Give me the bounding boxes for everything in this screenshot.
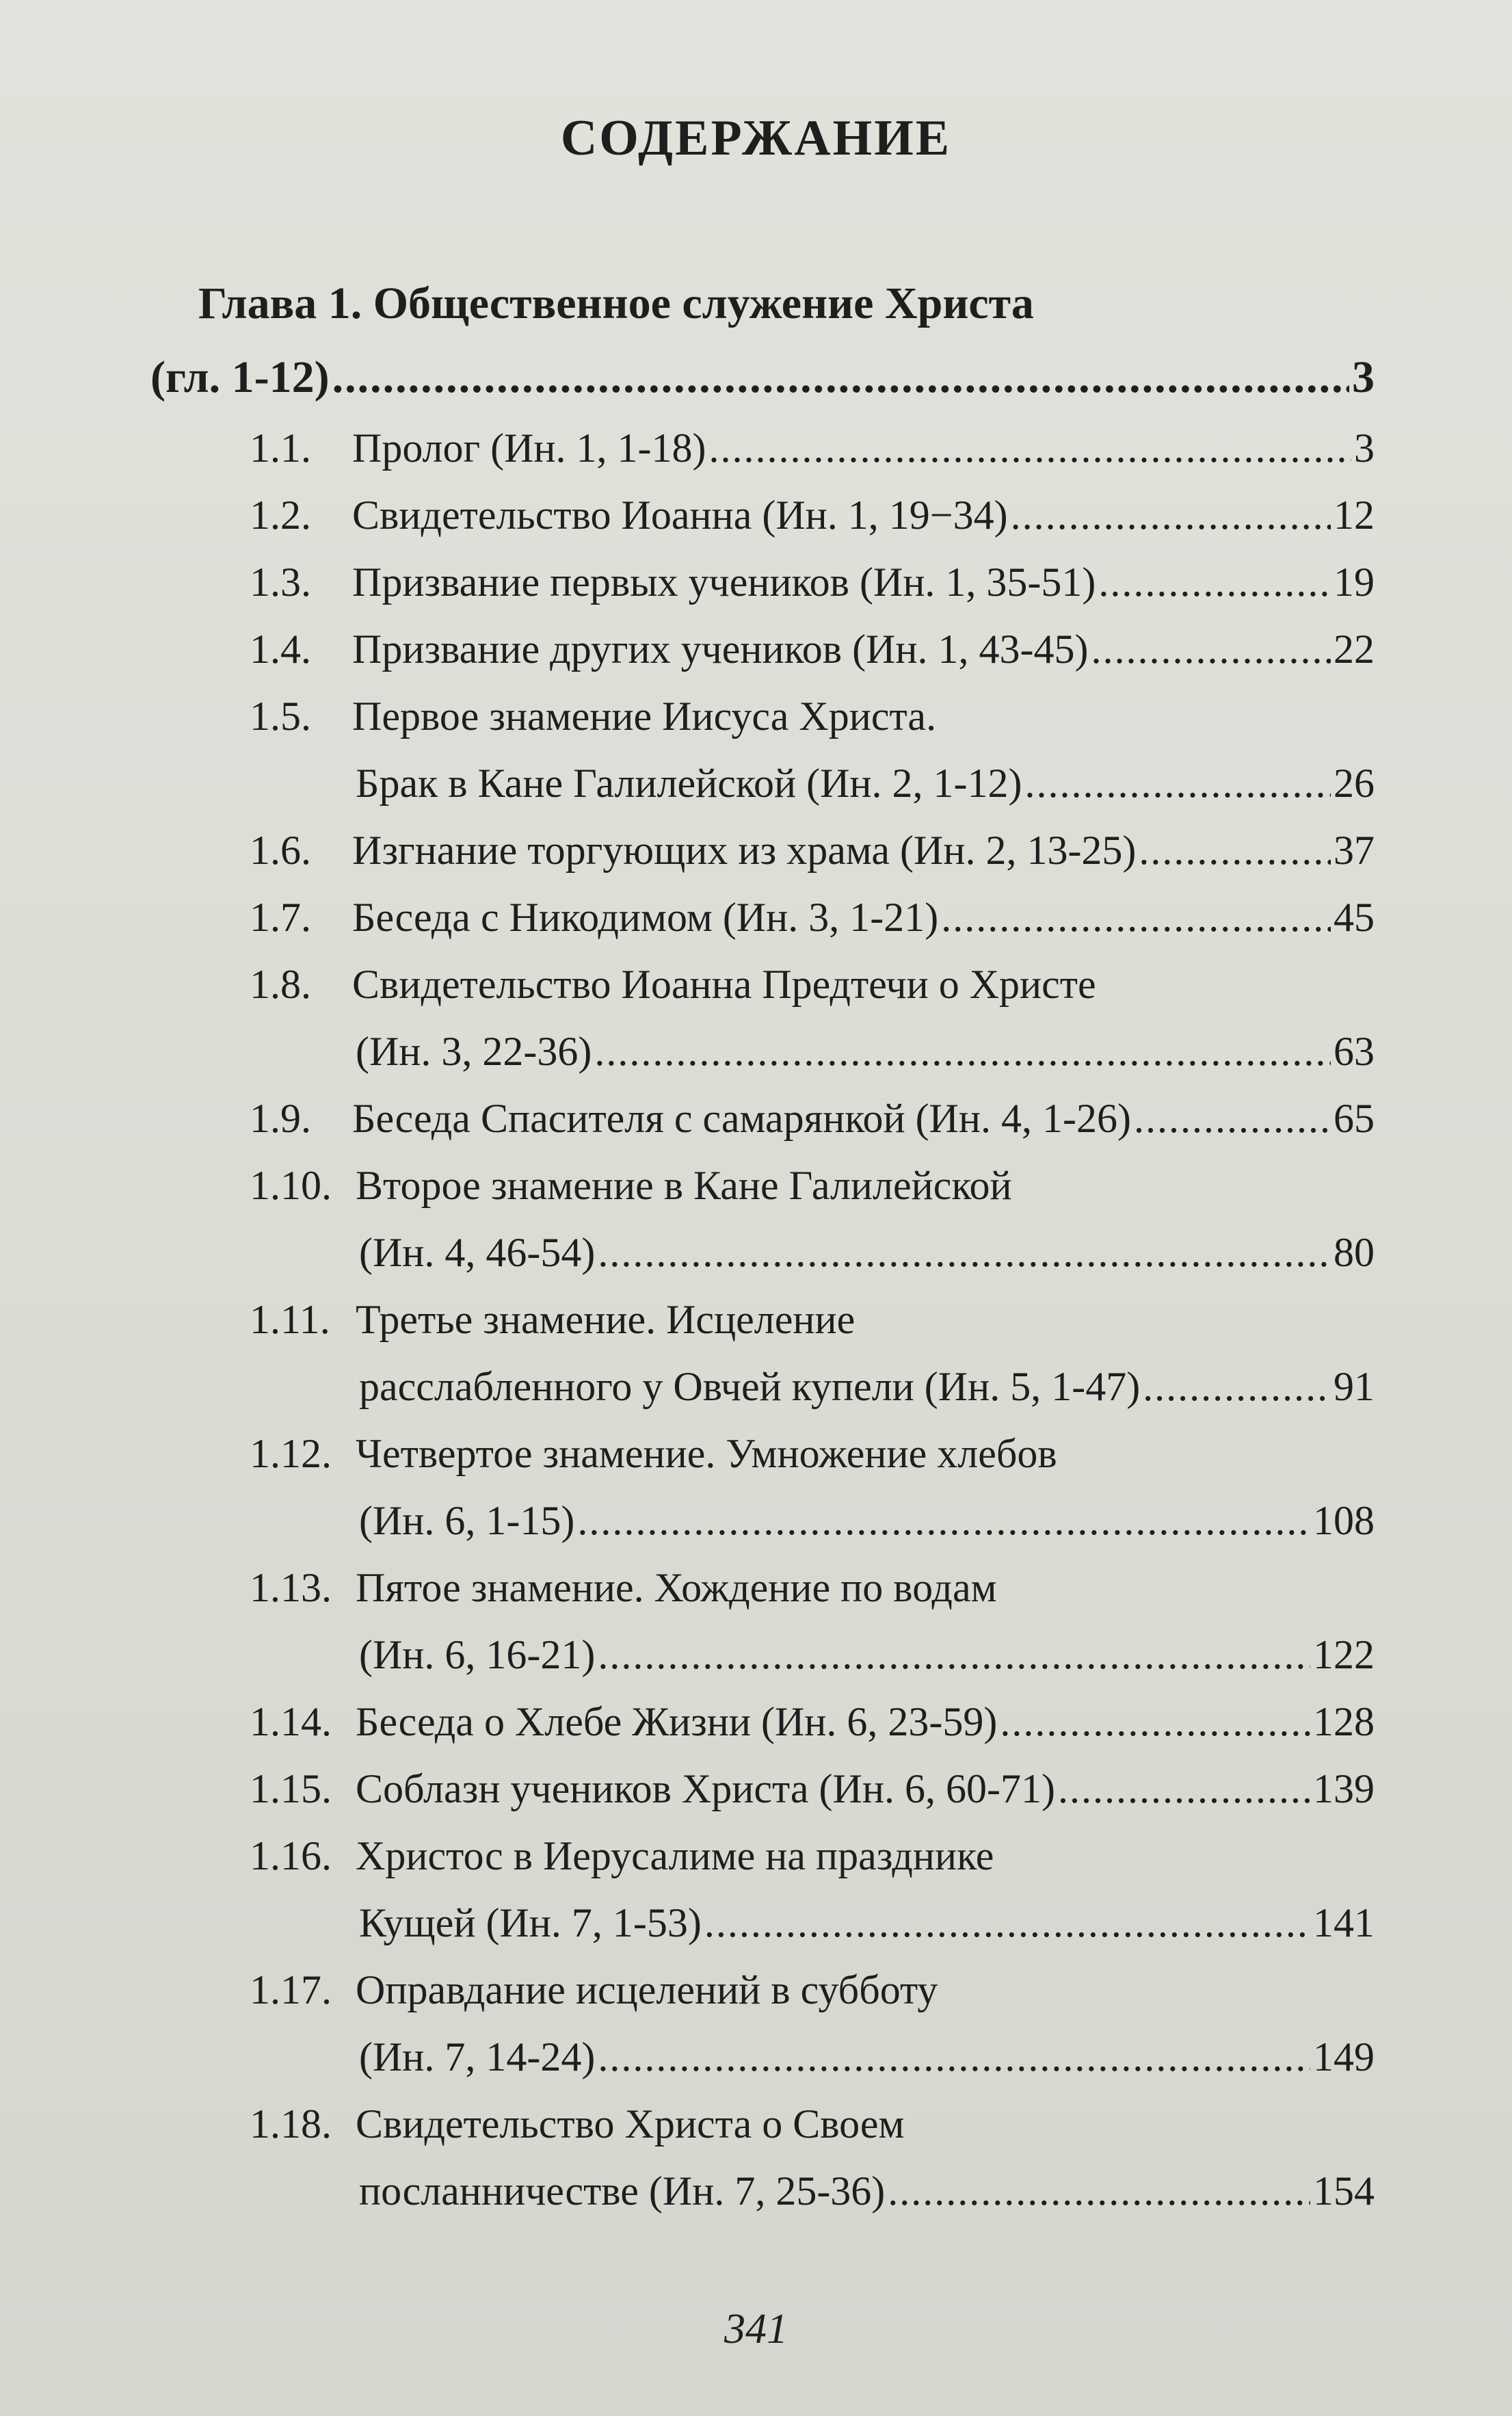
entry-page: 22 <box>1334 627 1375 672</box>
chapter-title-line2 <box>150 341 1375 415</box>
toc-entry-1-6 <box>150 817 1375 884</box>
entry-title-cont: Кущей (Ин. 7, 1-53) <box>359 1900 702 1945</box>
entry-page: 141 <box>1313 1900 1375 1945</box>
chapter-title-line1: Глава 1. Общественное служение Христа <box>198 278 1034 328</box>
entry-page: 26 <box>1334 761 1375 806</box>
entry-number: 1.3. <box>250 560 311 605</box>
toc-entry-1-11 <box>150 1286 1375 1420</box>
entry-title: Беседа с Никодимом (Ин. 3, 1-21) <box>352 895 939 940</box>
entry-title: Беседа Спасителя с самарянкой (Ин. 4, 1-26) <box>352 1096 1131 1141</box>
entry-number: 1.14. <box>250 1699 332 1744</box>
leader-dots <box>1024 750 1331 817</box>
entry-title-cont: (Ин. 4, 46-54) <box>359 1230 596 1275</box>
entry-page: 12 <box>1334 493 1375 538</box>
entry-title-cont: (Ин. 7, 14-24) <box>359 2034 596 2079</box>
leader-dots <box>598 1621 1310 1688</box>
leader-dots <box>1143 1353 1331 1420</box>
entry-page: 128 <box>1313 1699 1375 1744</box>
entry-title: Свидетельство Иоанна (Ин. 1, 19−34) <box>352 493 1008 538</box>
leader-dots <box>598 1219 1331 1286</box>
leader-dots <box>332 341 1349 415</box>
leader-dots <box>577 1487 1310 1554</box>
leader-dots <box>704 1889 1310 1956</box>
chapter-range: (гл. 1-12) <box>150 352 330 402</box>
entry-number: 1.10. <box>250 1163 332 1208</box>
entry-number: 1.2. <box>250 493 311 538</box>
entry-page: 3 <box>1354 425 1375 471</box>
entry-number: 1.15. <box>250 1766 332 1811</box>
chapter-heading <box>150 267 1375 415</box>
entry-title: Второе знамение в Кане Галилейской <box>356 1163 1012 1208</box>
entry-page: 80 <box>1334 1230 1375 1275</box>
toc-entry-1-9 <box>150 1085 1375 1152</box>
entry-title: Свидетельство Иоанна Предтечи о Христе <box>352 962 1096 1007</box>
leader-dots <box>598 2023 1310 2090</box>
entry-number: 1.7. <box>250 895 311 940</box>
entry-title: Призвание других учеников (Ин. 1, 43-45) <box>352 627 1089 672</box>
toc-entry-1-1 <box>150 415 1375 482</box>
entry-page: 45 <box>1334 895 1375 940</box>
leader-dots <box>888 2157 1310 2224</box>
entry-page: 139 <box>1313 1766 1375 1811</box>
leader-dots <box>1000 1688 1310 1755</box>
toc-entry-1-4 <box>150 616 1375 683</box>
entry-title: Свидетельство Христа о Своем <box>356 2101 905 2146</box>
toc-entry-1-12 <box>150 1420 1375 1554</box>
entry-number: 1.13. <box>250 1565 332 1610</box>
entry-title-cont: посланничестве (Ин. 7, 25-36) <box>359 2168 886 2214</box>
leader-dots <box>1098 549 1331 616</box>
entry-number: 1.18. <box>250 2101 332 2146</box>
chapter-page: 3 <box>1352 352 1375 402</box>
leader-dots <box>1011 482 1331 549</box>
entry-title-cont: расслабленного у Овчей купели (Ин. 5, 1-47) <box>359 1364 1141 1409</box>
entry-page: 91 <box>1334 1364 1375 1409</box>
entry-number: 1.9. <box>250 1096 311 1141</box>
entry-title: Призвание первых учеников (Ин. 1, 35-51) <box>352 560 1096 605</box>
leader-dots <box>1058 1755 1310 1822</box>
entry-number: 1.5. <box>250 694 311 739</box>
leader-dots <box>1091 616 1331 683</box>
entry-title-cont: (Ин. 6, 1-15) <box>359 1498 575 1543</box>
entry-number: 1.4. <box>250 627 311 672</box>
leader-dots <box>1134 1085 1331 1152</box>
entry-page: 108 <box>1313 1498 1375 1543</box>
toc-entry-1-3 <box>150 549 1375 616</box>
toc-entry-1-18 <box>150 2090 1375 2224</box>
entry-title-cont: Брак в Кане Галилейской (Ин. 2, 1-12) <box>356 761 1022 806</box>
entry-page: 122 <box>1313 1632 1375 1677</box>
entry-number: 1.12. <box>250 1431 332 1476</box>
entry-title: Четвертое знамение. Умножение хлебов <box>356 1431 1057 1476</box>
table-of-contents <box>150 267 1375 2224</box>
entry-title: Христос в Иерусалиме на празднике <box>356 1833 994 1878</box>
entry-title: Третье знамение. Исцеление <box>356 1297 856 1342</box>
entry-number: 1.6. <box>250 828 311 873</box>
toc-entry-1-13 <box>150 1554 1375 1688</box>
entry-title-cont: (Ин. 3, 22-36) <box>356 1029 592 1074</box>
toc-entry-1-17 <box>150 1956 1375 2090</box>
entry-number: 1.16. <box>250 1833 332 1878</box>
toc-entry-1-5 <box>150 683 1375 817</box>
entry-page: 63 <box>1334 1029 1375 1074</box>
entry-title: Оправдание исцелений в субботу <box>356 1967 938 2012</box>
page-title: СОДЕРЖАНИЕ <box>560 110 952 166</box>
entry-number: 1.8. <box>250 962 311 1007</box>
entry-page: 19 <box>1334 560 1375 605</box>
entry-title-cont: (Ин. 6, 16-21) <box>359 1632 596 1677</box>
entry-title: Первое знамение Иисуса Христа. <box>352 694 937 739</box>
entry-page: 65 <box>1334 1096 1375 1141</box>
toc-entry-1-7 <box>150 884 1375 951</box>
toc-entry-1-15 <box>150 1755 1375 1822</box>
toc-entry-1-2 <box>150 482 1375 549</box>
entry-number: 1.11. <box>250 1297 330 1342</box>
entry-page: 149 <box>1313 2034 1375 2079</box>
leader-dots <box>708 415 1351 482</box>
toc-entry-1-10 <box>150 1152 1375 1286</box>
entry-title: Изгнание торгующих из храма (Ин. 2, 13-25) <box>352 828 1137 873</box>
page-number: 341 <box>724 2306 788 2352</box>
toc-entry-1-8 <box>150 951 1375 1085</box>
entry-number: 1.1. <box>250 425 311 471</box>
entry-number: 1.17. <box>250 1967 332 2012</box>
entry-title: Беседа о Хлебе Жизни (Ин. 6, 23-59) <box>356 1699 998 1744</box>
leader-dots <box>594 1018 1331 1085</box>
toc-entry-1-14 <box>150 1688 1375 1755</box>
entry-page: 154 <box>1313 2168 1375 2214</box>
entry-page: 37 <box>1334 828 1375 873</box>
entry-title: Пятое знамение. Хождение по водам <box>356 1565 997 1610</box>
entry-title: Соблазн учеников Христа (Ин. 6, 60-71) <box>356 1766 1055 1811</box>
toc-entry-1-16 <box>150 1822 1375 1956</box>
leader-dots <box>1139 817 1331 884</box>
entry-title: Пролог (Ин. 1, 1-18) <box>352 425 706 471</box>
leader-dots <box>941 884 1331 951</box>
